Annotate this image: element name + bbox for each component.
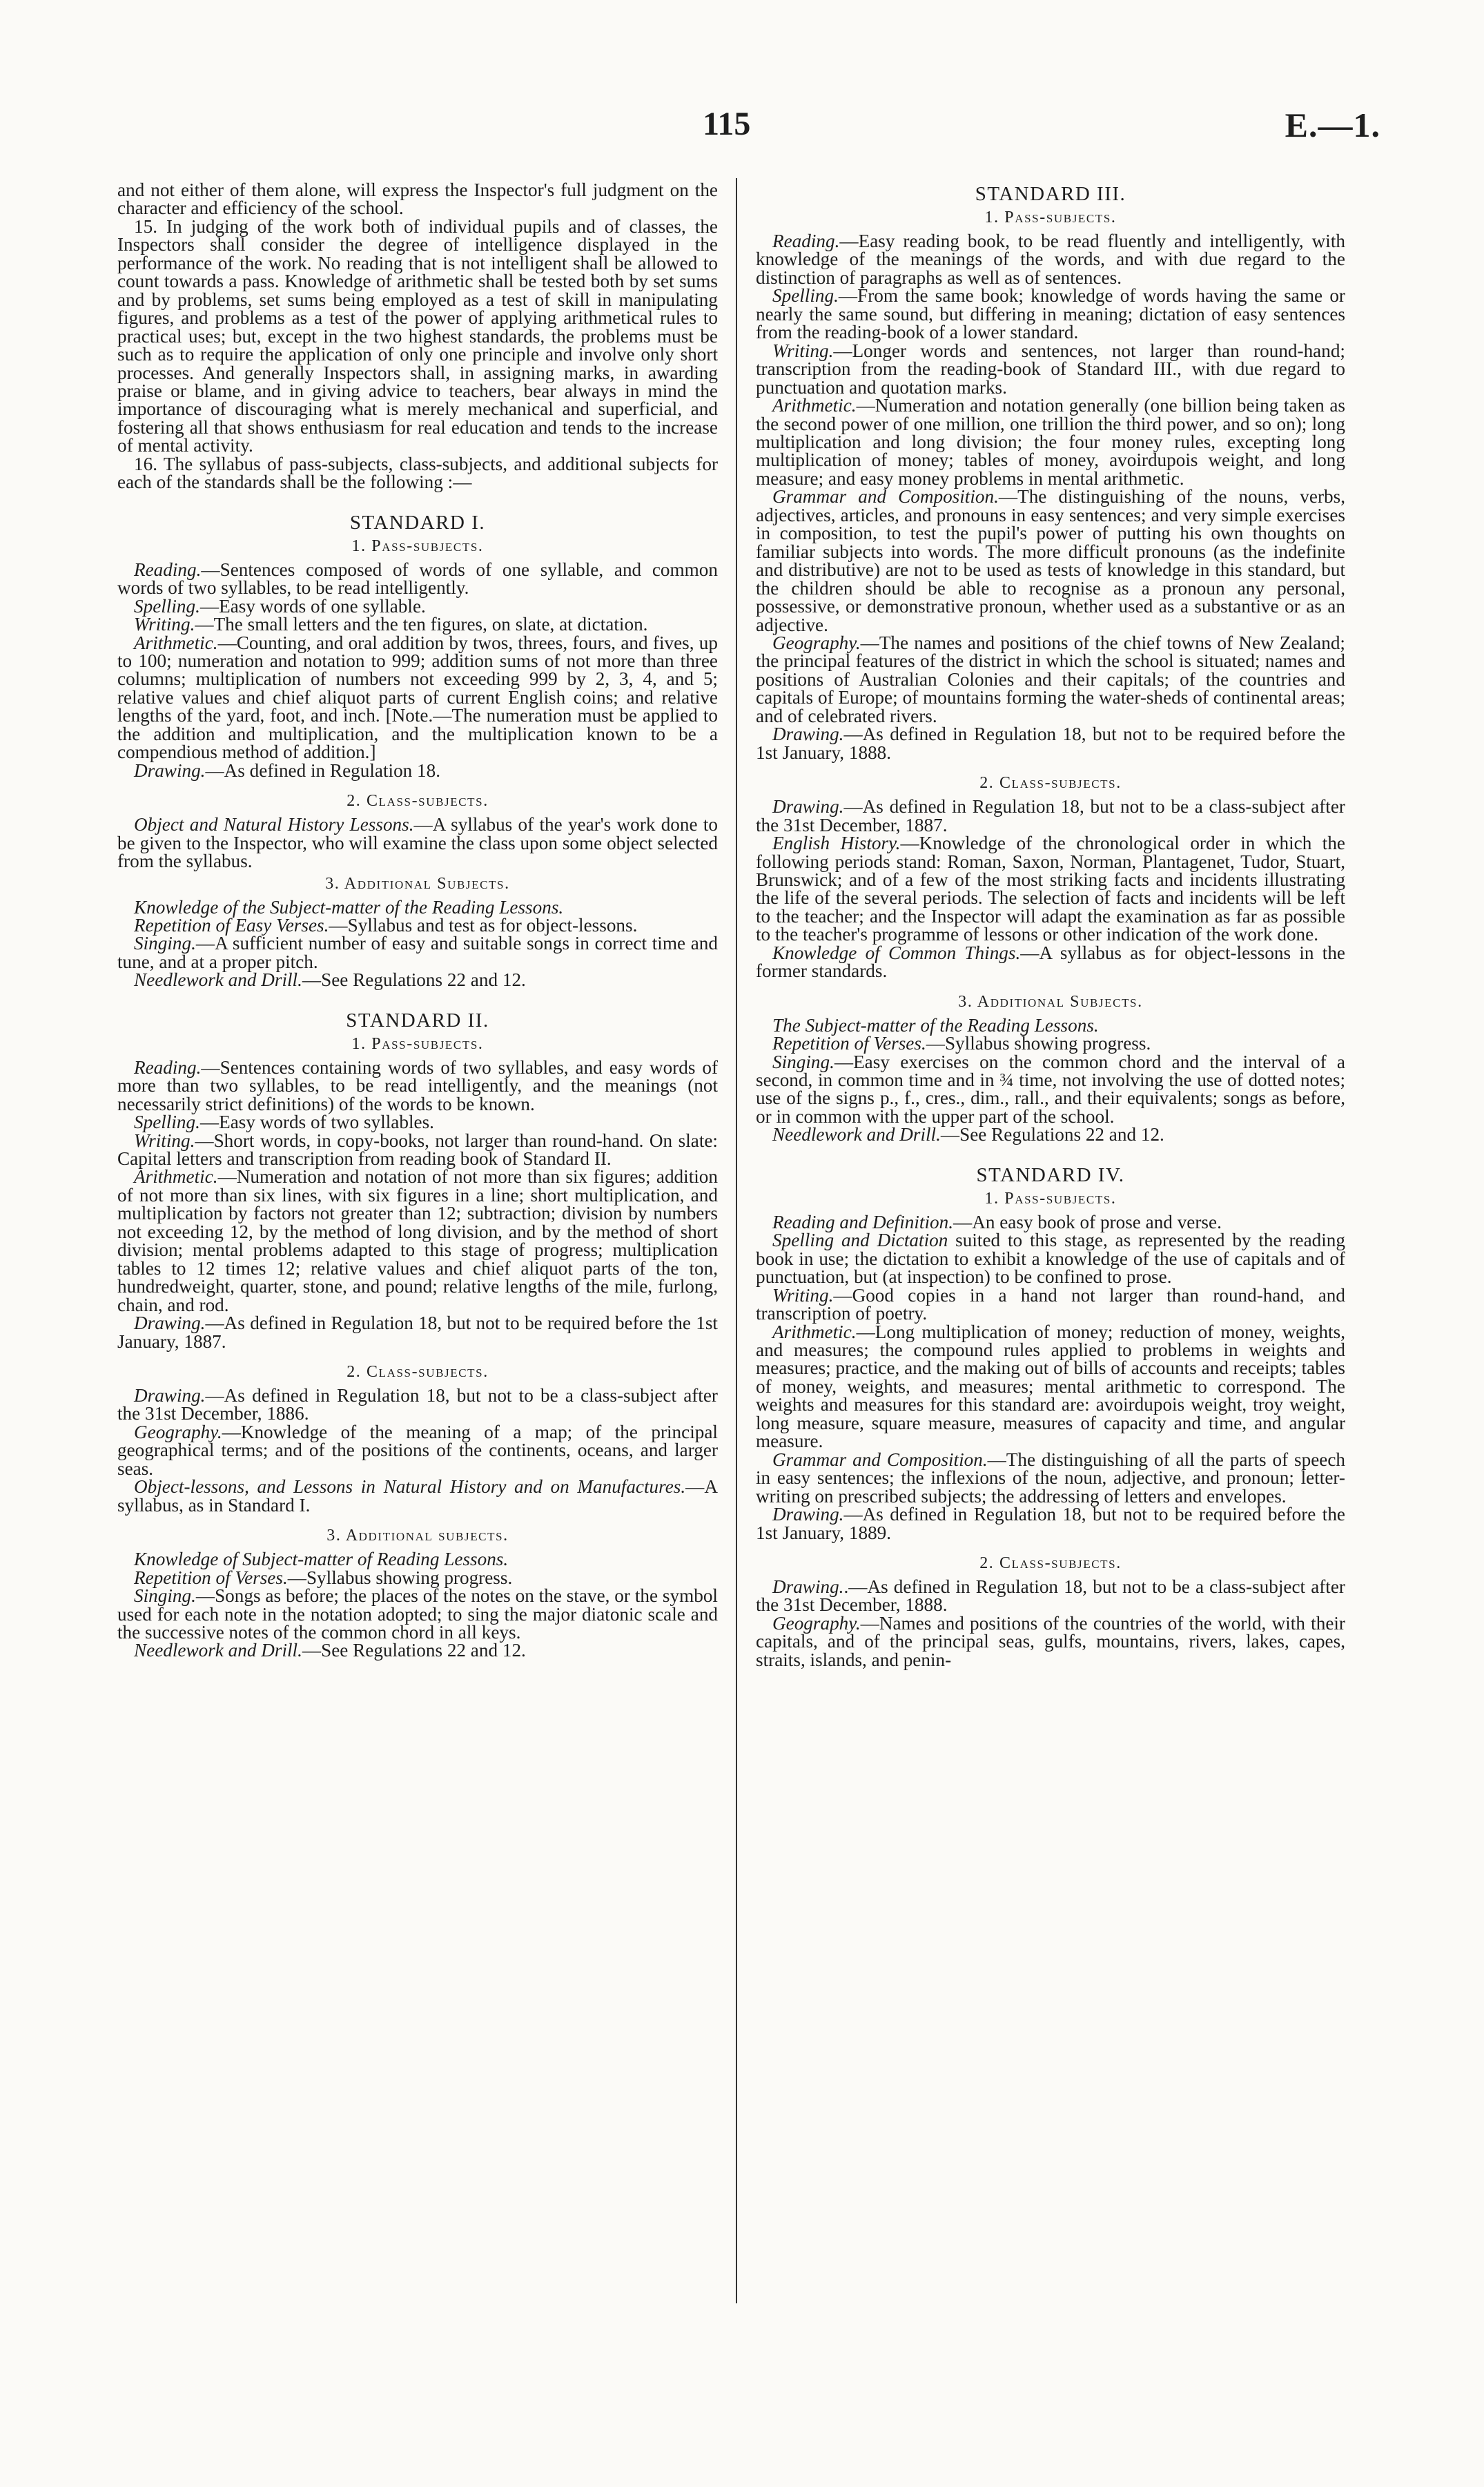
entry-text: —An easy book of prose and verse.	[953, 1211, 1222, 1232]
subject-label: Drawing.	[772, 1504, 844, 1525]
entry-text: —The names and positions of the chief towns of New Zealand; the principal features of the district in which the school is situated; names and positions of Australian Colonies and their capitals; of the countries and capitals of Europe; of mountains forming the water-sheds of continental areas; and of celebrated rivers.	[756, 632, 1345, 726]
subject-entry-arithmetic	[756, 1323, 1345, 1451]
entry-text: —Syllabus showing progress.	[287, 1567, 513, 1588]
subject-entry-arithmetic	[117, 634, 718, 762]
subject-entry-knowledge-of-subject-matter-of-reading-lessons	[117, 1550, 718, 1568]
subject-label: Spelling.	[134, 1112, 200, 1133]
subject-entry-arithmetic	[756, 396, 1345, 487]
subject-entry-english-history	[756, 834, 1345, 944]
subject-label: Singing.	[772, 1051, 834, 1072]
subject-entry-drawing	[756, 1505, 1345, 1542]
entry-text: —Easy words of one syllable.	[199, 595, 426, 617]
entry-text: —As defined in Regulation 18, but not to be a class-subject after the 31st December, 1886.	[117, 1385, 718, 1424]
entry-text: —As defined in Regulation 18.	[205, 759, 441, 781]
subject-label: Grammar and Composition.	[772, 1449, 988, 1470]
entry-text: —A syllabus of the year's work done to be given to the Inspector, who will examine the class upon some object selected from the syllabus.	[117, 814, 719, 872]
subject-label: Needlework and Drill.	[134, 1640, 302, 1661]
subject-label: Spelling.	[134, 595, 200, 617]
subject-entry-geography	[117, 1423, 718, 1478]
subject-entry-drawing	[756, 797, 1345, 834]
subject-entry-spelling-and-dictation	[756, 1231, 1345, 1286]
subject-group-heading: 3. Additional subjects.	[326, 1527, 509, 1545]
entry-text: —As defined in Regulation 18, but not to be required before the 1st January, 1888.	[756, 724, 1345, 763]
entry-text: —See Regulations 22 and 12.	[302, 1640, 526, 1661]
subject-entry-spelling	[756, 287, 1345, 341]
subject-label: Repetition of Verses.	[134, 1567, 288, 1588]
subject-label: The Subject-matter of the Reading Lessons.	[772, 1014, 1099, 1036]
entry-text: —See Regulations 22 and 12.	[302, 969, 526, 991]
subject-group-heading: 3. Additional Subjects.	[325, 874, 510, 893]
subject-label: Reading.	[134, 1056, 202, 1078]
subject-entry-spelling	[117, 597, 718, 615]
entry-text: —See Regulations 22 and 12.	[940, 1124, 1164, 1145]
entry-text: —As defined in Regulation 18, but not to be a class-subject after the 31st December, 1887.	[756, 796, 1345, 835]
subject-entry-grammar-and-composition	[756, 487, 1345, 634]
subject-entry-needlework-and-drill	[756, 1125, 1345, 1143]
subject-entry-drawing	[756, 1578, 1345, 1614]
subject-group-heading: 2. Class-subjects.	[346, 1363, 489, 1382]
subject-label: Grammar and Composition.	[772, 486, 999, 507]
subject-label: Knowledge of the Subject-matter of the Reading Lessons.	[134, 896, 564, 918]
subject-entry-the-subject-matter-of-the-reading-lessons	[756, 1016, 1345, 1034]
subject-label: Reading.	[134, 559, 202, 580]
subject-label: Drawing.	[772, 724, 844, 745]
subject-entry-reading-and-definition	[756, 1213, 1345, 1231]
subject-entry-drawing	[756, 725, 1345, 762]
subject-entry-repetition-of-verses	[756, 1034, 1345, 1052]
subject-entry-needlework-and-drill	[117, 971, 718, 989]
entry-text: —Good copies in a hand not larger than round-hand, and transcription of poetry.	[756, 1284, 1345, 1324]
paragraph	[117, 455, 718, 492]
subject-group-heading: 3. Additional Subjects.	[958, 992, 1143, 1011]
entry-text: —Counting, and oral addition by twos, threes, fours, and fives, up to 100; numeration and notation to 999; addition sums of not more than three columns; multiplication of numbers not exceeding 999 by 2, 3, 4, and 5; relative values and chief aliquot parts of current English coins; and relative lengths of the yard, foot, and inch. [Note.—The numeration must be applied to the addition and multiplication, and the multiplication known to be a compendious method of addition.]	[117, 632, 718, 763]
entry-text: —As defined in Regulation 18, but not to be required before the 1st January, 1887.	[117, 1313, 718, 1352]
entry-text: —Easy reading book, to be read fluently and intelligently, with knowledge of the meanings of the words, and with due regard to the distinction of paragraphs as well as of sentences.	[756, 231, 1345, 288]
entry-text: —The distinguishing of all the parts of speech in easy sentences; the inflexions of the noun, adjective, and pronoun; letter-writing on prescribed subjects; the addressing of letters and envelopes.	[756, 1449, 1345, 1507]
entry-text: —As defined in Regulation 18, but not to be required before the 1st January, 1889.	[756, 1504, 1345, 1543]
subject-entry-knowledge-of-the-subject-matter-of-the-reading-lessons	[117, 898, 718, 916]
page-number: 115	[703, 106, 751, 142]
subject-group-heading: 1. Pass-subjects.	[351, 1034, 484, 1053]
subject-entry-object-and-natural-history-lessons	[117, 815, 718, 870]
entry-text: —Easy exercises on the common chord and the interval of a second, in common time and in ¾ time, not involving the use of dotted notes; use of the signs p., f., cres., dim., rall., and their equivalents; songs as before, or in common with the upper part of the school.	[756, 1051, 1345, 1127]
subject-label: Singing.	[134, 1585, 196, 1607]
subject-label: Writing.	[772, 1284, 834, 1306]
entry-text: .—As defined in Regulation 18, but not to be a class-subject after the 31st December, 1888.	[756, 1576, 1345, 1616]
subject-entry-object-lessons-and-lessons-in-natural-history-and-on-manufactures	[117, 1478, 718, 1514]
subject-entry-grammar-and-composition	[756, 1451, 1345, 1505]
entry-text: —A sufficient number of easy and suitable songs in correct time and tune, and at a proper pitch.	[117, 933, 718, 972]
subject-label: Geography.	[772, 1612, 861, 1634]
subject-label: Writing.	[134, 1130, 195, 1151]
subject-entry-arithmetic	[117, 1168, 718, 1314]
subject-label: Drawing.	[134, 1313, 206, 1334]
entry-text: suited to this stage, as represented by the reading book in use; the dictation to exhibit a knowledge of the use of capitals and of punctuation, but (at inspection) to be confined to prose.	[756, 1230, 1345, 1288]
entry-text: 16. The syllabus of pass-subjects, class-subjects, and additional subjects for each of the standards shall be the following :—	[117, 453, 718, 493]
entry-text: —Easy words of two syllables.	[199, 1112, 434, 1133]
entry-text: —Numeration and notation of not more than six figures; addition of not more than six lines, with six figures in a line; short multiplication, and multiplication by factors not greater than 12; subtraction; division by numbers not exceeding 12, by the method of long division, and by the method of short division; mental problems adapted to this stage of progress; multiplication tables to 12 times 12; relative values and chief aliquot parts of the ton, hundredweight, quarter, stone, and pound; relative lengths of the mile, furlong, chain, and rod.	[117, 1166, 718, 1315]
subject-label: Singing.	[134, 933, 196, 954]
entry-text: —From the same book; knowledge of words having the same or nearly the same sound, but differing in meaning; dictation of easy sentences from the reading-book of a lower standard.	[756, 285, 1345, 343]
subject-entry-singing	[117, 934, 718, 971]
entry-text: —Longer words and sentences, not larger than round-hand; transcription from the reading-book of Standard III., with due regard to punctuation and quotation marks.	[756, 340, 1345, 398]
entry-text: —Syllabus showing progress.	[926, 1033, 1151, 1054]
subject-group-heading: 1. Pass-subjects.	[351, 536, 484, 555]
subject-label: Object and Natural History Lessons.	[134, 814, 414, 835]
subject-label: Spelling and Dictation	[772, 1230, 948, 1251]
subject-label: Arithmetic.	[134, 632, 218, 653]
entry-text: —Knowledge of the meaning of a map; of the principal geographical terms; and of the positions of the continents, oceans, and larger seas.	[117, 1421, 718, 1479]
subject-label: Knowledge of Subject-matter of Reading Lessons.	[134, 1549, 509, 1570]
subject-group-heading: 1. Pass-subjects.	[984, 209, 1117, 226]
subject-label: Repetition of Verses.	[772, 1033, 926, 1054]
subject-entry-geography	[756, 1614, 1345, 1669]
entry-text: —Syllabus and test as for object-lessons.	[329, 914, 638, 936]
subject-entry-singing	[117, 1587, 718, 1641]
subject-label: Writing.	[772, 340, 834, 361]
entry-text: 15. In judging of the work both of individual pupils and of classes, the Inspectors shall consider the degree of intelligence displayed in the performance of the work. No reading that is not intelligent shall be allowed to count towards a pass. Knowledge of arithmetic shall be tested both by set sums and by problems, set sums being employed as a test of skill in manipulating figures, and problems as a test of the power of applying arithmetical rules to practical uses; but, except in the two highest standards, the problems must be such as to require the application of only one principle and involve only short processes. And generally Inspectors shall, in assigning marks, in awarding praise or blame, and in giving advice to teachers, bear always in mind the importance of discouraging what is merely mechanical and superficial, and fostering all that shows enthusiasm for real education and tends to the increase of mental activity.	[117, 215, 718, 456]
column-divider	[736, 178, 737, 2303]
subject-entry-repetition-of-verses	[117, 1569, 718, 1587]
subject-entry-drawing	[117, 1386, 718, 1423]
entry-text: —Short words, in copy-books, not larger than round-hand. On slate: Capital letters and transcription from reading book of Standard II.	[117, 1130, 718, 1170]
subject-label: Spelling.	[772, 285, 839, 307]
subject-group-heading: 2. Class-subjects.	[979, 1554, 1122, 1572]
standard-heading-standard-iii: STANDARD III.	[975, 183, 1126, 205]
subject-label: Drawing.	[134, 759, 206, 781]
subject-label: Arithmetic.	[134, 1166, 218, 1188]
subject-label: Geography.	[134, 1421, 222, 1442]
subject-entry-reading	[756, 232, 1345, 287]
entry-text: —Names and positions of the countries of the world, with their capitals, and of the principal seas, gulfs, mountains, rivers, lakes, capes, straits, islands, and penin-	[756, 1612, 1345, 1670]
subject-label: Needlework and Drill.	[772, 1124, 941, 1145]
entry-text: and not either of them alone, will express the Inspector's full judgment on the character and efficiency of the school.	[117, 180, 718, 219]
entry-text: —Sentences containing words of two syllables, and easy words of more than two syllables, to be read intelligently, and the meanings (not necessarily strict definitions) of the words to be known.	[117, 1056, 718, 1114]
subject-group-heading: 2. Class-subjects.	[979, 774, 1122, 793]
subject-entry-writing	[117, 1132, 718, 1168]
right-column	[756, 181, 1345, 1669]
entry-text: —Songs as before; the places of the notes on the stave, or the symbol used for each note in the notation adopted; to sing the major diatonic scale and the successive notes of the common chord in all keys.	[117, 1585, 718, 1643]
subject-label: Repetition of Easy Verses.	[134, 914, 329, 936]
subject-entry-knowledge-of-common-things	[756, 944, 1345, 980]
subject-label: Drawing.	[772, 796, 844, 817]
subject-label: Arithmetic.	[772, 395, 857, 416]
page-header	[0, 105, 1484, 167]
subject-group-heading: 2. Class-subjects.	[346, 792, 489, 811]
subject-entry-writing	[756, 1286, 1345, 1323]
series-reference: E.—1.	[1285, 106, 1380, 144]
subject-label: Geography.	[772, 632, 861, 653]
entry-text: —Numeration and notation generally (one billion being taken as the second power of one million, one trillion the third power, and so on); long multiplication and long division; the four money rules, excepting long multiplication of money; tables of money, avoirdupois weight, and long measure; and easy money problems in mental arithmetic.	[756, 395, 1345, 489]
subject-label: English History.	[772, 833, 901, 854]
paragraph	[117, 181, 718, 217]
standard-heading-standard-ii: STANDARD II.	[346, 1009, 489, 1032]
entry-text: —The distinguishing of the nouns, verbs, adjectives, articles, and pronouns in easy sentences; and very simple exercises in composition, to test the pupil's power of putting his own thoughts on familiar subjects into words. The more difficult pronouns (as the indefinite and distributive) are not to be used as tests of knowledge in this standard, but the children should be able to recognise as a pronoun any personal, possessive, or demonstrative pronoun, whether used as a substantive or as an adjective.	[756, 486, 1345, 635]
subject-entry-writing	[117, 615, 718, 633]
subject-entry-drawing	[117, 759, 718, 781]
subject-label: Drawing.	[772, 1576, 844, 1597]
subject-entry-reading	[117, 561, 718, 597]
subject-entry-reading	[117, 1058, 718, 1113]
subject-label: Object-lessons, and Lessons in Natural History and on Manufactures.	[134, 1476, 686, 1498]
subject-entry-needlework-and-drill	[117, 1641, 718, 1659]
entry-text: —A syllabus, as in Standard I.	[117, 1476, 718, 1516]
entry-text: —A syllabus as for object-lessons in the former standards.	[756, 942, 1345, 982]
subject-entry-singing	[756, 1053, 1345, 1126]
standard-heading-standard-i: STANDARD I.	[349, 511, 486, 534]
subject-label: Reading.	[772, 231, 840, 251]
subject-entry-drawing	[117, 1314, 718, 1351]
entry-text: —Sentences composed of words of one syllable, and common words of two syllables, to be read intelligently.	[117, 559, 718, 599]
subject-label: Needlework and Drill.	[134, 969, 302, 991]
entry-text: —The small letters and the ten figures, on slate, at dictation.	[195, 614, 648, 635]
subject-group-heading: 1. Pass-subjects.	[984, 1189, 1117, 1208]
left-column	[117, 181, 718, 1660]
paragraph	[117, 217, 718, 455]
entry-text: —Knowledge of the chronological order in which the following periods stand: Roman, Saxon, Norman, Plantagenet, Tudor, Stuart, Brunswick; and of a few of the most striking facts and incidents illustrating the life of the several periods. The selection of facts and incidents will be left to the teacher; and the Inspector will adapt the examination as far as possible to the teacher's programme of lessons or other indication of the work done.	[756, 833, 1346, 945]
subject-entry-writing	[756, 342, 1345, 396]
subject-entry-geography	[756, 634, 1345, 725]
subject-entry-spelling	[117, 1113, 718, 1131]
subject-entry-repetition-of-easy-verses	[117, 916, 718, 934]
subject-label: Reading and Definition.	[772, 1211, 954, 1232]
subject-label: Knowledge of Common Things.	[772, 942, 1021, 963]
subject-label: Drawing.	[134, 1385, 206, 1406]
subject-label: Arithmetic.	[772, 1321, 857, 1342]
subject-label: Writing.	[134, 614, 195, 635]
entry-text: —Long multiplication of money; reduction of money, weights, and measures; the compound rules applied to problems in weights and measures; practice, and the making out of bills of accounts and receipts; tables of money, weights, and measures; mental arithmetic to correspond. The weights and measures for this standard are: avoirdupois weight, troy weight, long measure, square measure, measures of capacity and time, and angular measure.	[756, 1321, 1345, 1452]
standard-heading-standard-iv: STANDARD IV.	[976, 1163, 1125, 1186]
